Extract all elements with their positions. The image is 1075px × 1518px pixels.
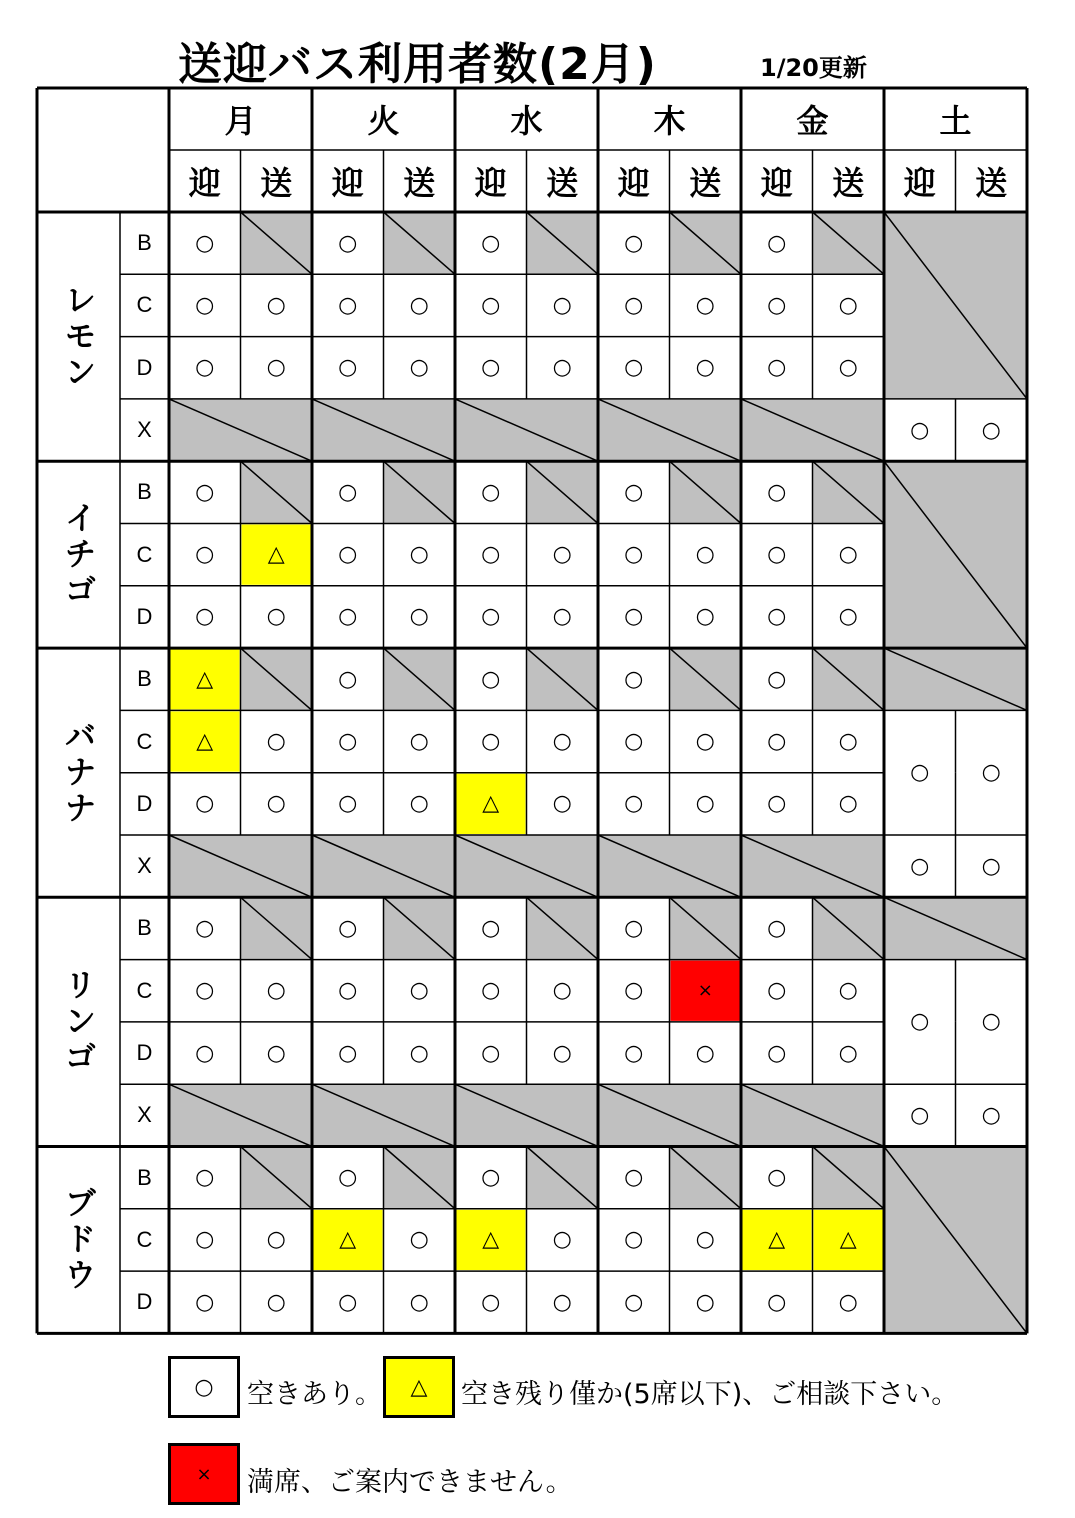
available-mark: ○ (338, 1165, 358, 1191)
page-title: 送迎バス利用者数(2月) (178, 39, 657, 90)
few-seats-mark: △ (196, 666, 214, 692)
available-mark: ○ (552, 542, 572, 568)
available-mark: ○ (266, 1289, 286, 1315)
available-mark: ○ (695, 791, 715, 817)
available-mark: ○ (624, 355, 644, 381)
available-mark: ○ (409, 542, 429, 568)
available-mark: ○ (767, 479, 787, 505)
available-mark: ○ (695, 1040, 715, 1066)
available-mark: ○ (481, 1289, 501, 1315)
pickup-header: 迎 (760, 164, 793, 202)
available-mark: ○ (695, 355, 715, 381)
available-mark: ○ (624, 1040, 644, 1066)
available-mark: ○ (767, 978, 787, 1004)
available-mark: ○ (910, 853, 930, 879)
legend-available-text: 空きあり。 (247, 1379, 382, 1410)
few-seats-mark: △ (339, 1227, 357, 1253)
day-header: 金 (796, 102, 829, 140)
available-mark: ○ (552, 1289, 572, 1315)
route-label: X (137, 853, 152, 879)
few-seats-mark: △ (482, 1227, 500, 1253)
group-name: レモン (59, 282, 98, 391)
available-mark: ○ (195, 479, 215, 505)
available-mark: ○ (767, 1040, 787, 1066)
available-mark: ○ (838, 292, 858, 318)
available-mark: ○ (767, 604, 787, 630)
dropoff-header: 送 (260, 164, 293, 202)
legend-full-text: 満席、ご案内できません。 (247, 1467, 573, 1498)
available-mark: ○ (624, 292, 644, 318)
route-label: C (136, 292, 153, 318)
available-mark: ○ (481, 292, 501, 318)
available-mark: ○ (409, 1227, 429, 1253)
day-header: 土 (939, 102, 972, 140)
available-mark: ○ (767, 666, 787, 692)
available-mark: ○ (481, 978, 501, 1004)
route-label: B (137, 230, 152, 256)
available-mark: ○ (266, 355, 286, 381)
route-label: D (136, 354, 153, 380)
available-mark: ○ (266, 1040, 286, 1066)
updated-date: 1/20更新 (760, 54, 867, 82)
available-mark: ○ (838, 604, 858, 630)
dropoff-header: 送 (546, 164, 579, 202)
available-mark: ○ (552, 791, 572, 817)
available-mark: ○ (767, 1289, 787, 1315)
available-mark: ○ (481, 604, 501, 630)
legend-full-swatch (168, 1443, 240, 1505)
available-mark: ○ (767, 1165, 787, 1191)
available-mark: ○ (695, 292, 715, 318)
available-mark: ○ (552, 978, 572, 1004)
group-name: リンゴ (59, 967, 98, 1076)
available-mark: ○ (624, 604, 644, 630)
route-label: D (136, 1040, 153, 1066)
legend-full-symbol: × (196, 1463, 212, 1485)
available-mark: ○ (981, 853, 1001, 879)
available-mark: ○ (266, 1227, 286, 1253)
full-mark: × (697, 980, 713, 1002)
pickup-header: 迎 (331, 164, 364, 202)
route-label: B (137, 666, 152, 692)
available-mark: ○ (266, 729, 286, 755)
available-mark: ○ (481, 915, 501, 941)
available-mark: ○ (838, 1289, 858, 1315)
available-mark: ○ (409, 729, 429, 755)
available-mark: ○ (624, 542, 644, 568)
legend-few-text: 空き残り僅か(5席以下)、ご相談下さい。 (461, 1379, 959, 1410)
dropoff-header: 送 (403, 164, 436, 202)
available-mark: ○ (838, 355, 858, 381)
legend-few-symbol: △ (410, 1374, 428, 1400)
available-mark: ○ (767, 292, 787, 318)
route-label: B (137, 479, 152, 505)
few-seats-mark: △ (196, 729, 214, 755)
route-label: C (136, 728, 153, 754)
group-name: イチゴ (59, 500, 98, 609)
available-mark: ○ (195, 604, 215, 630)
available-mark: ○ (695, 1227, 715, 1253)
available-mark: ○ (338, 978, 358, 1004)
available-mark: ○ (266, 791, 286, 817)
available-mark: ○ (195, 292, 215, 318)
few-seats-mark: △ (267, 542, 285, 568)
available-mark: ○ (910, 417, 930, 443)
available-mark: ○ (767, 230, 787, 256)
available-mark: ○ (195, 1227, 215, 1253)
available-mark: ○ (552, 1227, 572, 1253)
available-mark: ○ (338, 1040, 358, 1066)
available-mark: ○ (552, 355, 572, 381)
available-mark: ○ (624, 1227, 644, 1253)
route-label: C (136, 541, 153, 567)
route-label: B (137, 1164, 152, 1190)
legend-few-swatch (383, 1356, 455, 1418)
available-mark: ○ (338, 542, 358, 568)
available-mark: ○ (552, 1040, 572, 1066)
available-mark: ○ (338, 230, 358, 256)
available-mark: ○ (695, 1289, 715, 1315)
available-mark: ○ (338, 355, 358, 381)
route-label: D (136, 790, 153, 816)
available-mark: ○ (409, 604, 429, 630)
available-mark: ○ (195, 915, 215, 941)
available-mark: ○ (767, 729, 787, 755)
available-mark: ○ (838, 1040, 858, 1066)
available-mark: ○ (195, 355, 215, 381)
available-mark: ○ (195, 791, 215, 817)
available-mark: ○ (409, 1040, 429, 1066)
available-mark: ○ (481, 230, 501, 256)
available-mark: ○ (338, 604, 358, 630)
pickup-header: 迎 (617, 164, 650, 202)
available-mark: ○ (767, 915, 787, 941)
available-mark: ○ (409, 978, 429, 1004)
available-mark: ○ (481, 1040, 501, 1066)
day-header: 木 (653, 102, 686, 140)
available-mark: ○ (624, 729, 644, 755)
available-mark: ○ (981, 1009, 1001, 1035)
route-label: D (136, 1289, 153, 1315)
available-mark: ○ (695, 604, 715, 630)
route-label: D (136, 603, 153, 629)
few-seats-mark: △ (482, 791, 500, 817)
available-mark: ○ (981, 417, 1001, 443)
available-mark: ○ (624, 1289, 644, 1315)
day-header: 火 (367, 102, 400, 140)
available-mark: ○ (981, 1102, 1001, 1128)
available-mark: ○ (695, 729, 715, 755)
available-mark: ○ (266, 978, 286, 1004)
available-mark: ○ (624, 230, 644, 256)
available-mark: ○ (767, 542, 787, 568)
available-mark: ○ (624, 1165, 644, 1191)
available-mark: ○ (910, 1102, 930, 1128)
few-seats-mark: △ (768, 1227, 786, 1253)
available-mark: ○ (338, 729, 358, 755)
route-label: B (137, 915, 152, 941)
dropoff-header: 送 (975, 164, 1008, 202)
available-mark: ○ (767, 355, 787, 381)
available-mark: ○ (195, 978, 215, 1004)
available-mark: ○ (624, 666, 644, 692)
available-mark: ○ (481, 1165, 501, 1191)
available-mark: ○ (624, 479, 644, 505)
dropoff-header: 送 (689, 164, 722, 202)
route-label: X (137, 417, 152, 443)
available-mark: ○ (481, 542, 501, 568)
day-header: 水 (510, 102, 543, 140)
legend-available-symbol: ○ (194, 1374, 214, 1400)
available-mark: ○ (552, 292, 572, 318)
available-mark: ○ (624, 978, 644, 1004)
available-mark: ○ (195, 230, 215, 256)
available-mark: ○ (481, 666, 501, 692)
available-mark: ○ (266, 604, 286, 630)
available-mark: ○ (338, 1289, 358, 1315)
route-label: X (137, 1102, 152, 1128)
day-header: 月 (224, 102, 257, 140)
available-mark: ○ (409, 355, 429, 381)
available-mark: ○ (338, 791, 358, 817)
available-mark: ○ (195, 1165, 215, 1191)
available-mark: ○ (195, 1289, 215, 1315)
group-name: ブドウ (59, 1185, 98, 1294)
route-label: C (136, 1226, 153, 1252)
available-mark: ○ (338, 479, 358, 505)
available-mark: ○ (338, 292, 358, 318)
available-mark: ○ (481, 479, 501, 505)
available-mark: ○ (624, 915, 644, 941)
available-mark: ○ (409, 791, 429, 817)
available-mark: ○ (910, 760, 930, 786)
few-seats-mark: △ (839, 1227, 857, 1253)
available-mark: ○ (195, 1040, 215, 1066)
available-mark: ○ (695, 542, 715, 568)
route-label: C (136, 977, 153, 1003)
available-mark: ○ (838, 729, 858, 755)
pickup-header: 迎 (903, 164, 936, 202)
available-mark: ○ (838, 978, 858, 1004)
available-mark: ○ (838, 791, 858, 817)
available-mark: ○ (552, 729, 572, 755)
available-mark: ○ (481, 729, 501, 755)
available-mark: ○ (767, 791, 787, 817)
group-name: バナナ (59, 718, 98, 827)
pickup-header: 迎 (474, 164, 507, 202)
available-mark: ○ (338, 915, 358, 941)
available-mark: ○ (981, 760, 1001, 786)
available-mark: ○ (266, 292, 286, 318)
available-mark: ○ (838, 542, 858, 568)
dropoff-header: 送 (832, 164, 865, 202)
available-mark: ○ (195, 542, 215, 568)
available-mark: ○ (338, 666, 358, 692)
available-mark: ○ (409, 1289, 429, 1315)
available-mark: ○ (409, 292, 429, 318)
available-mark: ○ (552, 604, 572, 630)
pickup-header: 迎 (188, 164, 221, 202)
available-mark: ○ (910, 1009, 930, 1035)
available-mark: ○ (624, 791, 644, 817)
available-mark: ○ (481, 355, 501, 381)
legend-available-swatch (168, 1356, 240, 1418)
